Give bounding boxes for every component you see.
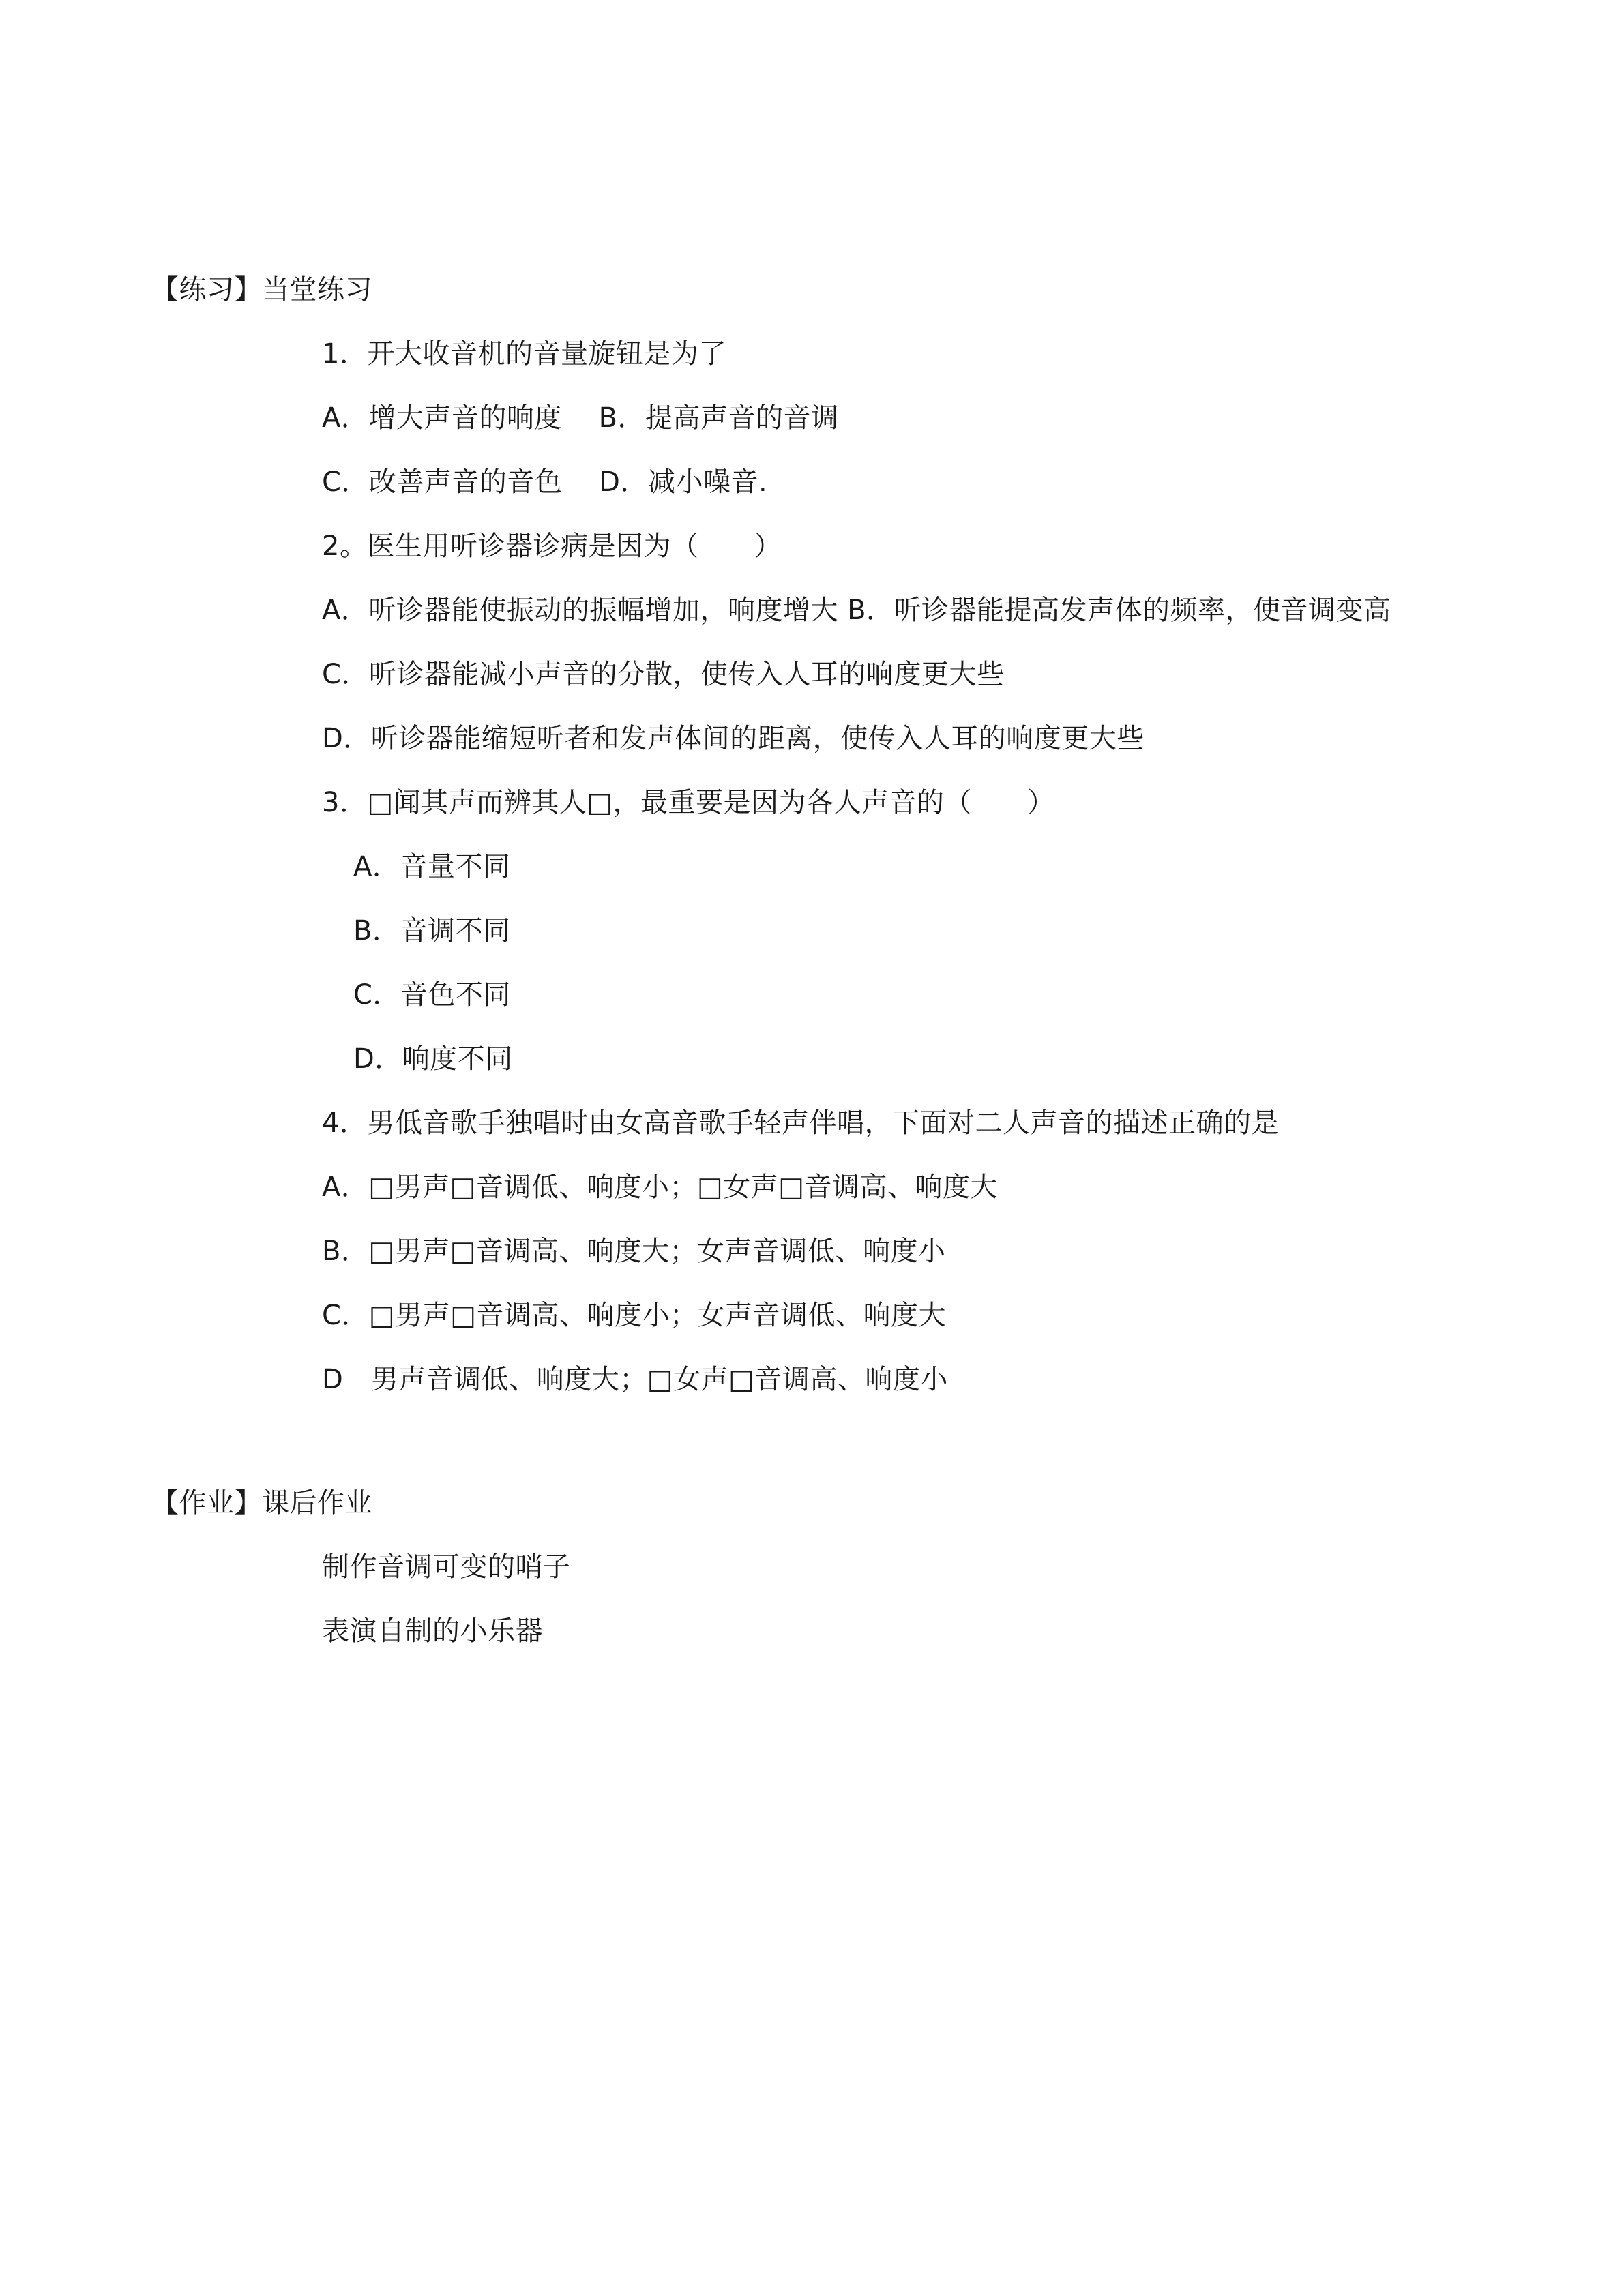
question-2-options-ab: A．听诊器能使振动的振幅增加，响度增大 B．听诊器能提高发声体的频率，使音调变高 — [322, 595, 1391, 626]
question-1-options-cd: C．改善声音的音色 D．减小噪音. — [322, 466, 768, 498]
question-3-option-b: B．音调不同 — [353, 915, 511, 946]
question-4-option-a: A．□男声□音调低、响度小；□女声□音调高、响度大 — [322, 1172, 999, 1203]
question-2-option-d: D．听诊器能缩短听者和发声体间的距离，使传入人耳的响度更大些 — [322, 723, 1145, 754]
question-2-option-c: C．听诊器能减小声音的分散，使传入人耳的响度更大些 — [322, 659, 1005, 690]
homework-item-1: 制作音调可变的哨子 — [322, 1551, 571, 1583]
question-3-option-d: D．响度不同 — [353, 1043, 513, 1075]
question-3: 3．□闻其声而辨其人□，最重要是因为各人声音的（ ） — [322, 787, 1055, 818]
homework-item-2: 表演自制的小乐器 — [322, 1615, 543, 1647]
homework-heading: 【作业】课后作业 — [151, 1487, 372, 1519]
question-4-option-d: D 男声音调低、响度大；□女声□音调高、响度小 — [322, 1364, 948, 1395]
question-3-option-c: C．音色不同 — [353, 979, 511, 1011]
question-1-options-ab: A．增大声音的响度 B．提高声音的音调 — [322, 402, 839, 434]
question-1: 1．开大收音机的音量旋钮是为了 — [322, 338, 726, 370]
question-4-option-c: C．□男声□音调高、响度小；女声音调低、响度大 — [322, 1300, 947, 1331]
question-4: 4．男低音歌手独唱时由女高音歌手轻声伴唱，下面对二人声音的描述正确的是 — [322, 1107, 1279, 1139]
question-3-option-a: A．音量不同 — [353, 851, 511, 882]
question-4-option-b: B．□男声□音调高、响度大；女声音调低、响度小 — [322, 1236, 946, 1267]
practice-heading: 【练习】当堂练习 — [151, 274, 372, 305]
question-2: 2。医生用听诊器诊病是因为（ ） — [322, 531, 782, 562]
